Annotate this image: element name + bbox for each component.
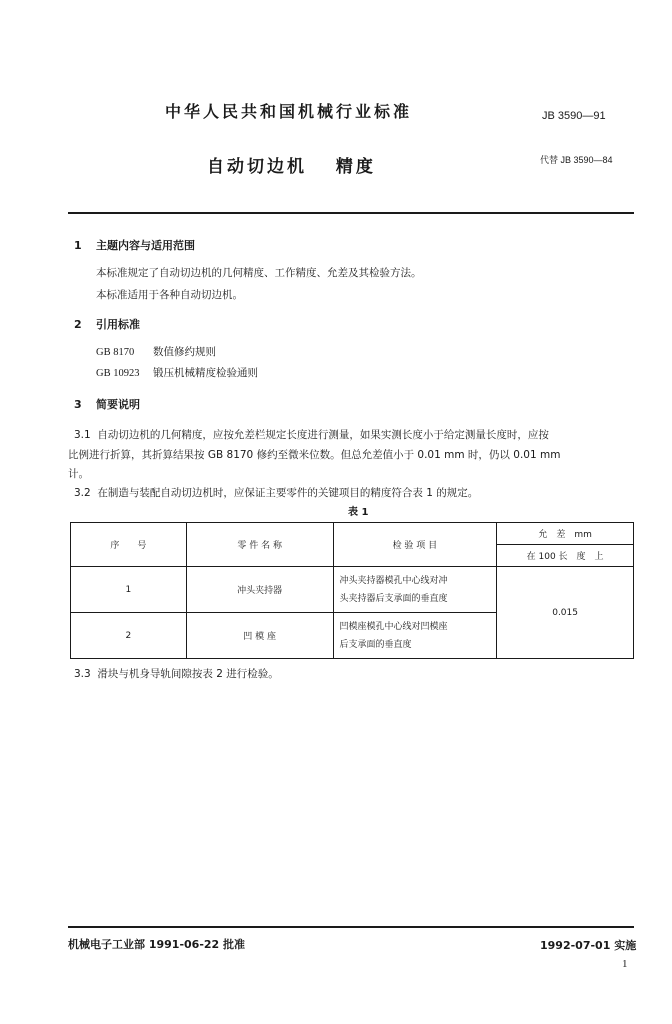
page-number: 1 xyxy=(622,958,628,970)
cell-part-name: 冲头夹持器 xyxy=(186,567,333,613)
table-row xyxy=(71,567,634,613)
table-1-title: 表 1 xyxy=(348,507,369,518)
document-title: 自动切边机 精度 xyxy=(207,157,376,177)
reference-code: GB 10923 xyxy=(96,368,140,379)
section-title: 引用标准 xyxy=(96,318,140,331)
clause-text: 自动切边机的几何精度，应按允差栏规定长度进行测量，如果实测长度小于给定测量长度时，应按 xyxy=(97,429,549,441)
section-number: 3 xyxy=(74,398,82,411)
cell-seq: 1 xyxy=(71,567,187,613)
reference-item xyxy=(96,344,216,359)
approval-line: 机械电子工业部 1991-06-22 批准 xyxy=(68,938,246,951)
header-inspection-item: 检 验 项 目 xyxy=(333,523,497,567)
reference-name: 锻压机械精度检验通则 xyxy=(153,367,258,379)
clause-3-1-line-3: 计。 xyxy=(68,468,89,480)
cell-tolerance-value: 0.015 xyxy=(497,567,634,659)
item-line: 头夹持器后支承面的垂直度 xyxy=(339,593,448,604)
standard-number: JB 3590—91 xyxy=(542,110,606,122)
cell-seq: 2 xyxy=(71,613,187,659)
clause-number: 3.2 xyxy=(74,487,91,499)
section-1-heading xyxy=(74,237,195,253)
header-tolerance-basis: 在 100 长 度 上 xyxy=(497,545,634,567)
section-3-heading xyxy=(74,396,140,412)
section-number: 2 xyxy=(74,318,82,331)
clause-number: 3.1 xyxy=(74,429,91,441)
item-line: 后支承面的垂直度 xyxy=(339,639,412,650)
header-seq: 序 号 xyxy=(71,523,187,567)
implementation-date: 1992-07-01 实施 xyxy=(540,939,637,952)
replaces-standard: 代替 JB 3590—84 xyxy=(540,155,613,165)
header-part-name: 零 件 名 称 xyxy=(186,523,333,567)
section-1-paragraph-1: 本标准规定了自动切边机的几何精度、工作精度、允差及其检验方法。 xyxy=(96,267,422,279)
section-number: 1 xyxy=(74,239,82,252)
section-title: 主题内容与适用范围 xyxy=(96,239,195,252)
header-tolerance: 允 差 mm xyxy=(497,523,634,545)
clause-text: 滑块与机身导轨间隙按表 2 进行检验。 xyxy=(97,668,279,680)
section-2-heading xyxy=(74,316,140,332)
bottom-divider xyxy=(68,926,634,928)
cell-part-name: 凹 模 座 xyxy=(186,613,333,659)
clause-3-1-line-1 xyxy=(74,427,549,442)
clause-text: 在制造与装配自动切边机时，应保证主要零件的关键项目的精度符合表 1 的规定。 xyxy=(97,487,479,499)
reference-item xyxy=(96,365,258,380)
clause-3-2 xyxy=(74,485,478,500)
section-title: 简要说明 xyxy=(96,398,140,411)
item-line: 冲头夹持器模孔中心线对冲 xyxy=(339,575,448,586)
reference-code: GB 8170 xyxy=(96,347,135,358)
clause-number: 3.3 xyxy=(74,668,91,680)
standard-header-title: 中华人民共和国机械行业标准 xyxy=(165,102,413,121)
top-divider xyxy=(68,212,634,214)
clause-3-1-line-2: 比例进行折算，其折算结果按 GB 8170 修约至微米位数。但总允差值小于 0.01 mm 时，仍以 0.01 mm xyxy=(68,449,561,461)
cell-inspection-item xyxy=(333,613,497,659)
cell-inspection-item xyxy=(333,567,497,613)
section-1-paragraph-2: 本标准适用于各种自动切边机。 xyxy=(96,289,243,301)
clause-3-3 xyxy=(74,666,279,681)
item-line: 凹模座模孔中心线对凹模座 xyxy=(339,621,448,632)
table-1 xyxy=(70,522,634,659)
reference-name: 数值修约规则 xyxy=(153,346,216,358)
